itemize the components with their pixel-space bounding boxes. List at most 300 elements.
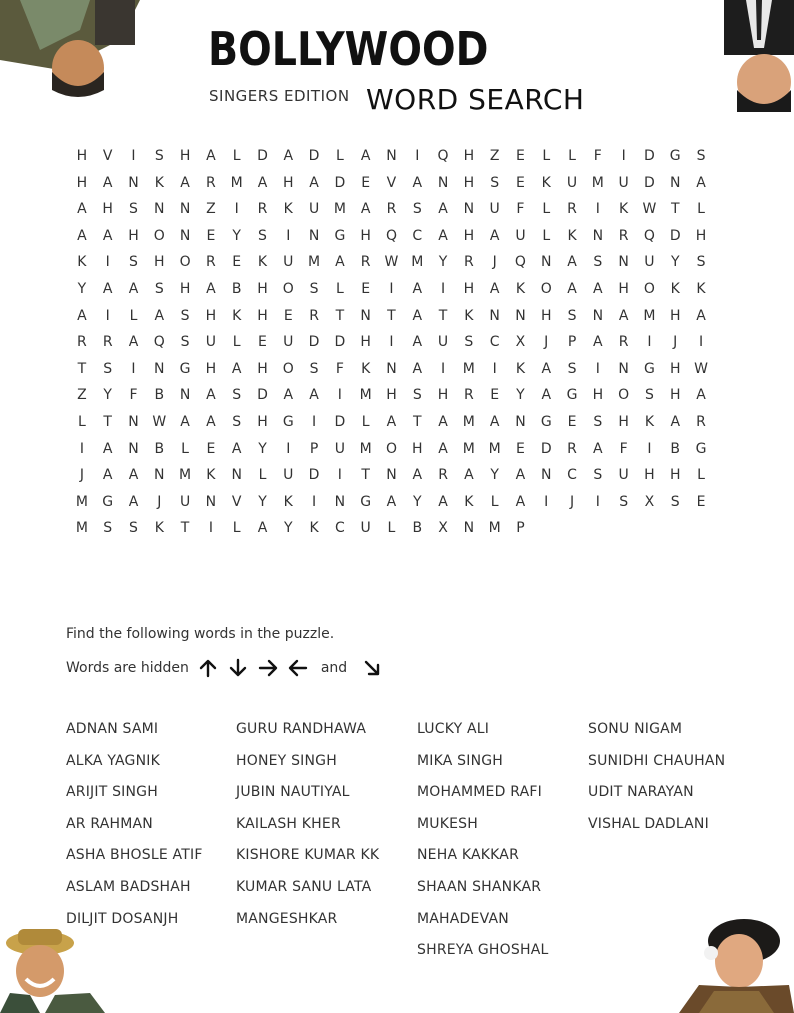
grid-letter: D [308,467,320,484]
grid-letter: D [257,148,268,164]
grid-letter: H [257,307,268,324]
grid-letter: H [411,440,423,457]
singer-photo-top-left [0,0,140,100]
grid-letter: G [282,413,294,430]
grid-letter: W [694,360,708,377]
word-list-item: SHREYA GHOSHAL [417,942,549,959]
grid-letter: E [283,307,293,324]
grid-letter: S [593,413,603,430]
grid-letter: L [129,307,138,324]
grid-letter: A [618,307,629,324]
grid-letter: H [669,360,681,377]
grid-letter: Q [385,227,397,244]
grid-letter: K [154,520,164,537]
grid-letter: K [541,174,551,191]
grid-letter: S [129,520,138,537]
grid-letter: O [540,280,552,297]
grid-letter: A [489,413,500,430]
grid-letter: K [464,493,474,510]
grid-letter: G [644,360,655,377]
grid-letter: S [412,387,422,404]
grid-letter: A [231,440,242,457]
grid-letter: Y [670,254,680,271]
grid-letter: H [179,280,191,297]
word-list-item: KUMAR SANU LATA [236,878,372,895]
grid-letter: S [464,334,474,351]
grid-letter: I [234,201,239,218]
grid-letter: A [412,360,423,377]
grid-letter: I [337,467,342,484]
grid-letter: A [335,254,345,271]
grid-letter: S [103,520,113,537]
grid-letter: K [644,413,655,430]
grid-letter: A [180,413,190,430]
grid-letter: D [334,334,346,351]
grid-letter: A [309,387,319,404]
grid-letter: T [670,201,680,218]
grid-letter: I [131,148,136,164]
grid-letter: A [283,148,294,164]
grid-letter: K [309,520,319,537]
grid-letter: X [515,334,526,351]
grid-letter: I [286,440,291,457]
grid-letter: Y [438,254,448,271]
direction-instruction [66,658,383,678]
arrow-left-icon [287,658,309,678]
grid-letter: Z [206,201,216,218]
grid-letter: A [77,227,87,244]
grid-letter: M [75,520,88,537]
grid-letter: H [695,227,707,244]
grid-letter: N [618,254,629,271]
grid-letter: H [102,201,113,218]
grid-letter: M [75,493,88,510]
grid-letter: N [489,307,500,324]
grid-letter: A [77,307,87,324]
grid-letter: N [360,307,371,324]
grid-letter: S [180,334,190,351]
word-list-item: AR RAHMAN [66,815,153,832]
grid-letter: A [438,201,448,218]
grid-letter: N [154,360,165,377]
arrow-up-icon [197,658,219,678]
grid-letter: C [334,520,345,537]
grid-letter: T [438,307,448,324]
grid-letter: C [567,467,577,484]
grid-letter: I [105,254,110,271]
grid-letter: K [361,360,371,377]
grid-letter: Z [77,387,87,404]
word-list-item: LUCKY ALI [417,721,490,737]
grid-letter: R [206,254,216,271]
grid-letter: A [567,280,577,297]
word-list-item: ADNAN SAMI [66,721,159,737]
grid-letter: M [643,307,656,324]
grid-letter: I [621,148,626,164]
grid-letter: S [670,493,680,510]
grid-letter: A [309,174,319,191]
grid-letter: N [592,307,604,324]
grid-letter: A [231,360,242,377]
grid-letter: H [386,387,397,404]
grid-letter: B [231,280,242,297]
grid-letter: R [102,334,113,351]
grid-letter: H [257,413,268,430]
grid-letter: I [440,280,446,297]
grid-letter: I [698,334,704,351]
grid-letter: I [208,520,213,537]
grid-letter: E [232,254,242,271]
grid-letter: A [128,493,139,510]
grid-letter: P [567,334,577,351]
word-list-item: MAHADEVAN [417,910,509,927]
grid-letter: L [335,280,344,297]
grid-letter: P [309,440,319,457]
grid-letter: X [438,520,448,537]
arrow-down-right-icon [361,658,383,678]
grid-letter: E [206,440,216,457]
grid-letter: Y [77,280,87,297]
grid-letter: Y [258,493,267,510]
grid-letter: T [335,307,345,324]
grid-letter: U [283,334,294,351]
grid-letter: U [566,174,578,191]
word-list-item: SHAAN SHANKAR [417,878,542,895]
grid-letter: N [669,174,681,191]
grid-letter: K [670,280,680,297]
word-list-item: UDIT NARAYAN [588,784,694,801]
grid-letter: U [283,467,294,484]
grid-letter: S [309,360,319,377]
word-list-item: ALKA YAGNIK [66,752,160,769]
grid-letter: M [333,201,346,218]
grid-letter: I [389,334,394,351]
grid-letter: F [335,360,344,377]
grid-letter: I [544,493,549,510]
grid-letter: M [179,467,192,484]
grid-letter: K [77,254,87,271]
word-list-item: MANGESHKAR [236,910,338,927]
grid-letter: S [232,387,242,404]
grid-letter: L [387,520,396,537]
singer-photo-top-right [724,0,794,115]
grid-letter: O [153,227,165,244]
grid-letter: A [670,413,681,430]
grid-letter: N [515,307,526,324]
grid-letter: S [154,280,164,297]
grid-letter: I [389,280,394,297]
grid-letter: O [618,387,630,404]
grid-letter: H [257,360,268,377]
grid-letter: K [515,280,526,297]
grid-letter: A [541,387,552,404]
grid-letter: A [696,174,706,191]
grid-letter: U [283,254,294,271]
grid-letter: A [593,280,603,297]
grid-letter: N [515,413,526,430]
grid-letter: A [489,227,500,244]
grid-letter: H [76,148,88,164]
grid-letter: A [360,201,371,218]
grid-letter: H [154,254,165,271]
grid-letter: J [79,467,84,484]
grid-letter: A [102,174,113,191]
word-list-item: JUBIN NAUTIYAL [236,784,350,801]
grid-letter: L [181,440,189,457]
grid-letter: W [152,413,167,430]
grid-letter: A [412,334,423,351]
grid-letter: A [696,387,706,404]
grid-letter: N [154,467,165,484]
page-title: BOLLYWOOD [208,22,489,76]
grid-letter: H [179,148,191,164]
grid-letter: U [205,334,216,351]
grid-letter: U [618,467,629,484]
grid-letter: Z [489,148,500,164]
grid-letter: A [77,201,87,218]
grid-letter: N [308,227,320,244]
grid-letter: I [595,493,600,510]
grid-letter: Q [643,227,655,244]
letter-grid [69,146,714,545]
grid-letter: A [360,148,371,164]
grid-letter: O [385,440,397,457]
grid-letter: E [696,493,706,510]
grid-letter: H [257,280,268,297]
grid-letter: M [230,174,243,191]
grid-letter: B [670,440,681,457]
word-list-column-4 [588,721,725,847]
grid-letter: V [386,174,397,191]
grid-letter: X [644,493,655,510]
grid-letter: T [387,307,396,324]
word-list-column-3 [417,721,548,974]
grid-letter: Y [258,440,267,457]
grid-letter: H [669,307,681,324]
grid-letter: R [463,254,474,271]
grid-letter: J [157,493,162,510]
grid-letter: A [438,413,448,430]
grid-letter: G [669,148,681,164]
grid-letter: L [542,148,551,164]
grid-letter: A [438,493,448,510]
grid-letter: K [232,307,242,324]
grid-letter: D [540,440,552,457]
grid-letter: N [463,201,475,218]
direction-instruction-label: Words are hidden [66,660,189,676]
word-list-item: HONEY SINGH [236,752,337,769]
grid-letter: Y [232,227,241,244]
grid-letter: A [489,280,500,297]
grid-letter: G [695,440,707,457]
grid-letter: L [568,148,576,164]
grid-letter: Q [153,334,165,351]
grid-letter: A [257,520,268,537]
grid-letter: E [258,334,267,351]
grid-letter: M [462,413,475,430]
grid-letter: F [129,387,138,404]
grid-letter: N [618,360,629,377]
grid-letter: R [77,334,87,351]
grid-letter: D [669,227,681,244]
grid-letter: O [643,280,655,297]
grid-letter: N [231,467,242,484]
grid-letter: S [129,254,138,271]
grid-letter: A [412,467,423,484]
grid-letter: P [516,520,525,537]
grid-letter: I [595,201,600,218]
grid-letter: S [619,493,629,510]
grid-letter: R [618,227,629,244]
grid-letter: G [566,387,578,404]
grid-letter: Q [437,148,449,164]
grid-letter: M [488,440,501,457]
grid-letter: N [437,174,449,191]
grid-letter: H [437,387,449,404]
grid-letter: A [696,307,706,324]
singer-photo-bottom-right [679,913,794,1013]
grid-letter: A [206,387,216,404]
grid-letter: H [205,307,217,324]
grid-letter: B [154,387,165,404]
grid-letter: A [412,280,423,297]
grid-letter: F [516,201,525,218]
grid-letter: N [592,227,604,244]
arrow-right-icon [257,658,279,678]
grid-letter: M [591,174,604,191]
grid-letter: S [154,148,164,164]
grid-letter: M [462,360,475,377]
grid-letter: S [567,360,577,377]
grid-letter: S [180,307,190,324]
grid-letter: E [516,148,525,164]
grid-letter: K [154,174,164,191]
grid-letter: S [696,254,706,271]
grid-letter: I [105,307,110,324]
grid-letter: H [463,148,475,164]
grid-letter: U [179,493,191,510]
grid-letter: G [102,493,114,510]
grid-letter: A [412,307,423,324]
grid-letter: A [128,467,139,484]
word-list-item: ASHA BHOSLE ATIF [66,847,203,864]
grid-letter: L [697,201,705,218]
grid-letter: G [179,360,191,377]
word-list-item: GURU RANDHAWA [236,721,367,737]
word-list-item: DILJIT DOSANJH [66,910,179,927]
grid-letter: H [128,227,139,244]
word-list-item: ASLAM BADSHAH [66,878,191,895]
grid-letter: L [258,467,267,484]
grid-letter: R [567,440,577,457]
grid-letter: I [337,387,342,404]
instruction-line: Find the following words in the puzzle. [66,626,335,642]
grid-letter: U [437,334,449,351]
grid-letter: E [490,387,500,404]
grid-letter: S [309,280,319,297]
grid-letter: A [102,280,113,297]
grid-letter: N [128,440,139,457]
grid-letter: H [360,334,371,351]
grid-letter: S [696,148,706,164]
grid-letter: H [669,467,681,484]
grid-letter: S [232,413,242,430]
grid-letter: K [464,307,474,324]
grid-letter: A [206,413,216,430]
word-list-item: ARIJIT SINGH [66,784,158,801]
grid-letter: H [463,280,475,297]
word-list-item: KAILASH KHER [236,815,341,832]
grid-letter: N [463,520,475,537]
grid-letter: H [463,227,475,244]
grid-letter: N [179,387,191,404]
grid-letter: H [463,174,475,191]
grid-letter: K [567,227,577,244]
grid-letter: V [231,493,242,510]
grid-letter: K [696,280,706,297]
grid-letter: L [490,493,499,510]
grid-letter: H [76,174,88,191]
grid-letter: S [412,201,422,218]
grid-letter: A [102,227,113,244]
grid-letter: A [257,174,268,191]
grid-letter: R [360,254,371,271]
grid-letter: A [464,467,474,484]
grid-letter: R [206,174,216,191]
grid-letter: N [179,227,191,244]
grid-letter: A [541,360,552,377]
arrow-down-icon [227,658,249,678]
grid-letter: D [644,174,655,191]
grid-letter: O [282,280,294,297]
grid-letter: W [384,254,399,271]
grid-letter: A [593,334,603,351]
grid-letter: U [644,254,655,271]
grid-letter: I [286,227,291,244]
grid-letter: U [308,201,320,218]
grid-letter: K [206,467,216,484]
grid-letter: Y [412,493,422,510]
grid-letter: C [489,334,500,351]
grid-letter: T [180,520,190,537]
grid-letter: A [438,227,448,244]
grid-letter: J [673,334,678,351]
grid-letter: H [360,227,371,244]
grid-letter: K [257,254,268,271]
grid-letter: T [103,413,112,430]
grid-letter: I [440,360,446,377]
grid-letter: Y [103,387,112,404]
word-list-item: SUNIDHI CHAUHAN [588,752,726,769]
grid-letter: O [179,254,191,271]
grid-letter: R [257,201,268,218]
grid-letter: A [102,467,113,484]
grid-letter: N [128,174,139,191]
grid-letter: I [131,360,136,377]
grid-letter: N [541,467,552,484]
grid-letter: H [618,280,629,297]
grid-letter: C [412,227,423,244]
grid-letter: I [492,360,497,377]
grid-letter: S [593,467,603,484]
grid-letter: V [102,148,113,164]
grid-letter: U [360,520,371,537]
word-list-item: SONU NIGAM [588,721,683,737]
grid-letter: T [77,360,87,377]
grid-letter: E [516,174,525,191]
grid-letter: W [642,201,657,218]
grid-letter: E [567,413,577,430]
